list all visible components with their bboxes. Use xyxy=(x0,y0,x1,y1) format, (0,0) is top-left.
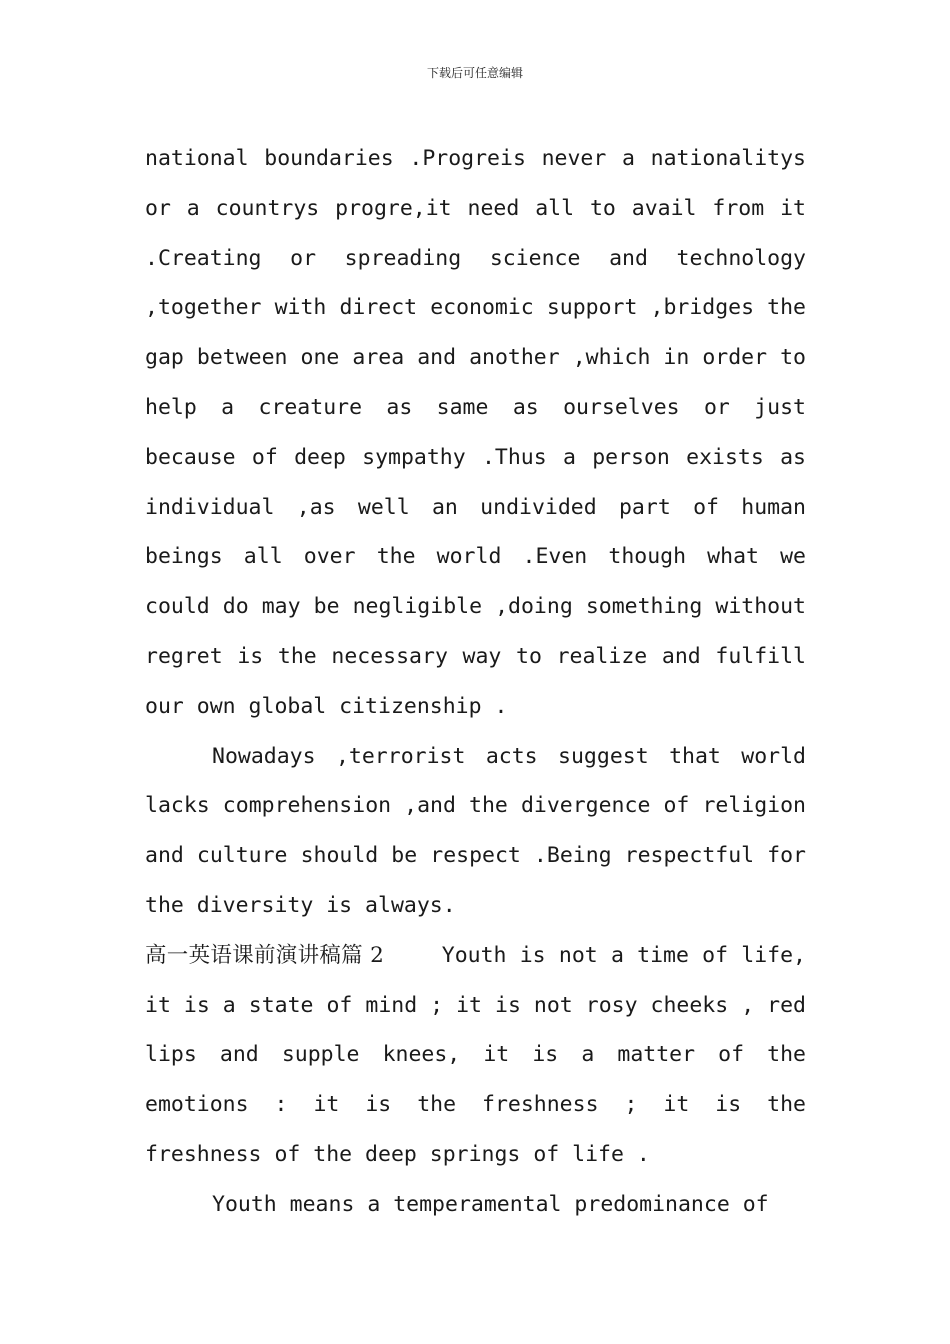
paragraph-4: Youth means a temperamental predominance of xyxy=(212,1191,769,1217)
page-header: 下载后可任意编辑 xyxy=(426,66,523,80)
document-body xyxy=(145,134,806,1230)
section-heading: 高一英语课前演讲稿篇 2 xyxy=(145,942,384,968)
paragraph-2: Nowadays ,terrorist acts suggest that world lacks comprehension ,and the divergence of religion and culture should be respect .Being respectful for the diversity is always. xyxy=(145,743,806,918)
section-2-paragraph xyxy=(145,931,806,1180)
paragraph-1: national boundaries .Progreis never a nationalitys or a countrys progre,it need all to avail from it .Creating or spreading science and technology ,together with direct economic support ,bridges the gap between one area and another ,which in order to help a creature as same as ourselves or just because of deep sympathy .Thus a person exists as individual ,as well an undivided part of human beings all over the world .Even though what we could do may be negligible ,doing something without regret is the necessary way to realize and fulfill our own global citizenship . xyxy=(145,146,806,719)
section-2-text: Youth is not a time of life, it is a state of mind ; it is not rosy cheeks , red lips and supple knees, it is a matter of the emotions : it is the freshness ; it is the freshness of the deep springs of life . xyxy=(145,942,806,1167)
